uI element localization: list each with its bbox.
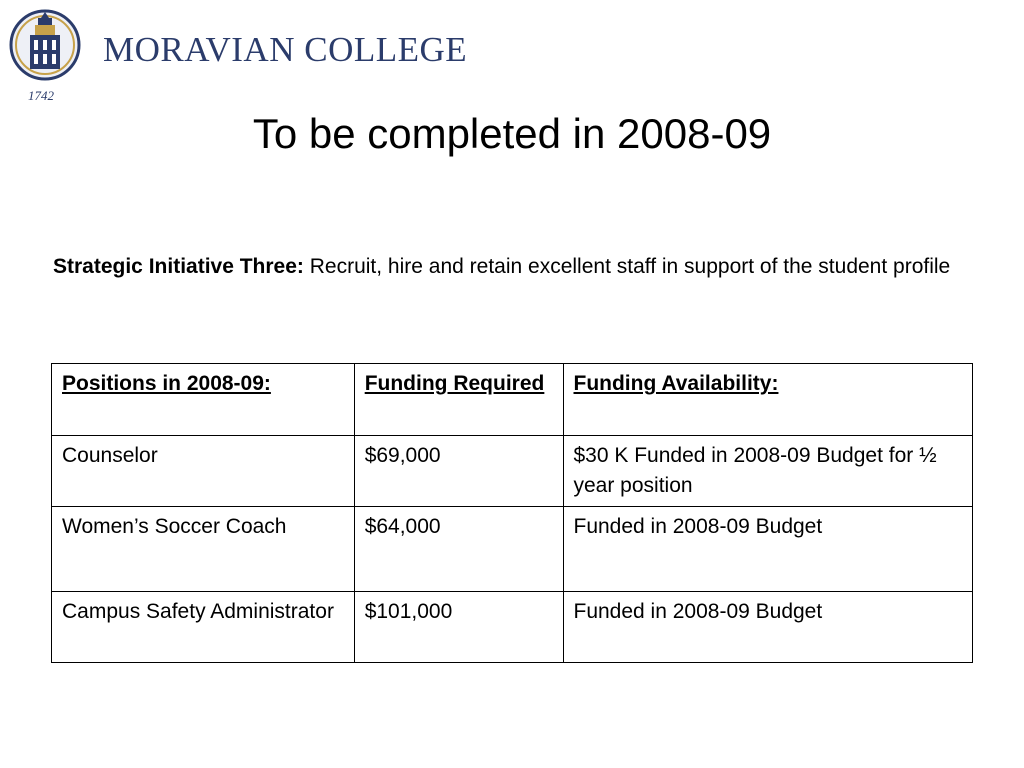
college-logo xyxy=(8,8,478,108)
table-header-row xyxy=(52,364,973,436)
initiative-text: Recruit, hire and retain excellent staff in support of the student profile xyxy=(303,255,951,278)
position-cell: Campus Safety Administrator xyxy=(52,592,355,663)
table-row xyxy=(52,436,973,507)
funding-required-cell: $69,000 xyxy=(354,436,563,507)
table-row xyxy=(52,592,973,663)
header-funding-required: Funding Required xyxy=(354,364,563,436)
position-cell: Counselor xyxy=(52,436,355,507)
funding-required-cell: $64,000 xyxy=(354,507,563,592)
funding-availability-cell: $30 K Funded in 2008-09 Budget for ½ year position xyxy=(563,436,973,507)
funding-availability-cell: Funded in 2008-09 Budget xyxy=(563,507,973,592)
funding-availability-cell: Funded in 2008-09 Budget xyxy=(563,592,973,663)
positions-table xyxy=(51,363,973,663)
slide-title: To be completed in 2008-09 xyxy=(252,110,772,157)
table-row xyxy=(52,507,973,592)
initiative-label: Strategic Initiative Three: xyxy=(53,255,304,278)
header-positions: Positions in 2008-09: xyxy=(52,364,355,436)
college-seal-icon xyxy=(8,8,82,90)
college-name: MORAVIAN COLLEGE xyxy=(103,30,468,69)
funding-required-cell: $101,000 xyxy=(354,592,563,663)
header-funding-availability: Funding Availability: xyxy=(563,364,973,436)
position-cell: Women’s Soccer Coach xyxy=(52,507,355,592)
college-founding-year: 1742 xyxy=(28,88,54,103)
initiative-statement xyxy=(53,251,963,282)
